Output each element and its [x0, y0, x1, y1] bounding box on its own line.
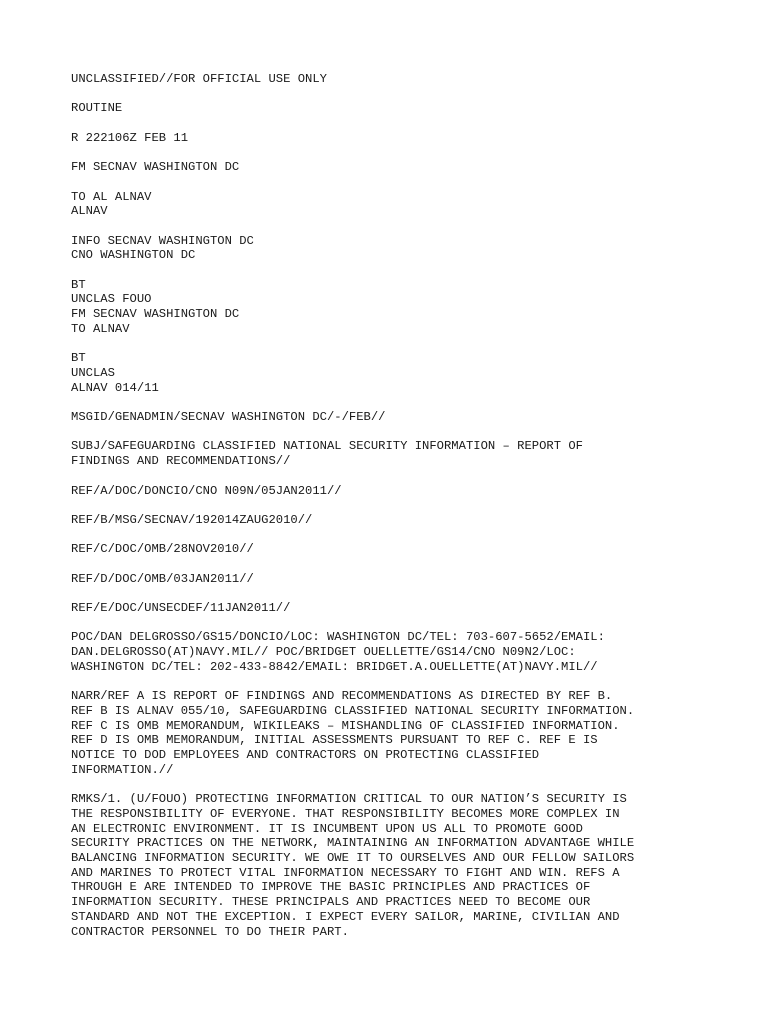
- message-line: POC/DAN DELGROSSO/GS15/DONCIO/LOC: WASHINGTON DC/TEL: 703-607-5652/EMAIL:: [71, 630, 605, 645]
- message-paragraph: [71, 542, 731, 557]
- message-line: INFORMATION SECURITY. THESE PRINCIPALS AND PRACTICES NEED TO BECOME OUR: [71, 895, 591, 910]
- message-line: BALANCING INFORMATION SECURITY. WE OWE IT TO OURSELVES AND OUR FELLOW SAILORS: [71, 851, 635, 865]
- message-line: FINDINGS AND RECOMMENDATIONS//: [71, 454, 291, 469]
- message-paragraph: [71, 601, 731, 616]
- message-line: THE RESPONSIBILITY OF EVERYONE. THAT RESPONSIBILITY BECOMES MORE COMPLEX IN: [71, 806, 620, 821]
- message-paragraph: [71, 234, 731, 263]
- message-line: UNCLASSIFIED//FOR OFFICIAL USE ONLY: [71, 72, 327, 86]
- message-line: DAN.DELGROSSO(AT)NAVY.MIL// POC/BRIDGET OUELLETTE/GS14/CNO N09N2/LOC:: [71, 645, 576, 660]
- message-paragraph: [71, 160, 731, 175]
- message-paragraph: [71, 513, 731, 528]
- message-line: UNCLAS FOUO: [71, 292, 152, 307]
- message-line: BT: [71, 277, 86, 292]
- message-paragraph: [71, 410, 731, 425]
- message-line: CONTRACTOR PERSONNEL TO DO THEIR PART.: [71, 924, 349, 939]
- message-paragraph: [71, 101, 731, 116]
- message-line: WASHINGTON DC/TEL: 202-433-8842/EMAIL: BRIDGET.A.OUELLETTE(AT)NAVY.MIL//: [71, 659, 598, 674]
- message-line: THROUGH E ARE INTENDED TO IMPROVE THE BASIC PRINCIPLES AND PRACTICES OF: [71, 880, 591, 895]
- message-line: ALNAV 014/11: [71, 380, 159, 395]
- message-paragraph: [71, 792, 731, 939]
- message-paragraph: [71, 439, 731, 468]
- message-line: MSGID/GENADMIN/SECNAV WASHINGTON DC/-/FEB//: [71, 410, 386, 425]
- message-paragraph: [71, 484, 731, 499]
- message-line: SUBJ/SAFEGUARDING CLASSIFIED NATIONAL SECURITY INFORMATION – REPORT OF: [71, 439, 583, 454]
- message-paragraph: [71, 190, 731, 219]
- message-line: STANDARD AND NOT THE EXCEPTION. I EXPECT EVERY SAILOR, MARINE, CIVILIAN AND: [71, 909, 620, 924]
- message-line: BT: [71, 351, 86, 366]
- message-line: TO AL ALNAV: [71, 189, 152, 204]
- message-line: REF/B/MSG/SECNAV/192014ZAUG2010//: [71, 512, 313, 527]
- message-line: INFO SECNAV WASHINGTON DC: [71, 233, 254, 248]
- message-line: REF/C/DOC/OMB/28NOV2010//: [71, 542, 254, 557]
- message-line: TO ALNAV: [71, 321, 130, 336]
- message-line: AND MARINES TO PROTECT VITAL INFORMATION NECESSARY TO FIGHT AND WIN. REFS A: [71, 865, 620, 880]
- message-paragraph: [71, 72, 731, 87]
- message-line: ALNAV: [71, 204, 108, 219]
- message-line: CNO WASHINGTON DC: [71, 248, 196, 263]
- message-line: REF B IS ALNAV 055/10, SAFEGUARDING CLASSIFIED NATIONAL SECURITY INFORMATION.: [71, 703, 635, 718]
- message-line: REF/E/DOC/UNSECDEF/11JAN2011//: [71, 601, 291, 616]
- message-line: FM SECNAV WASHINGTON DC: [71, 160, 240, 175]
- message-paragraph: [71, 131, 731, 146]
- message-line: ROUTINE: [71, 101, 123, 116]
- message-paragraph: [71, 572, 731, 587]
- message-line: SECURITY PRACTICES ON THE NETWORK, MAINTAINING AN INFORMATION ADVANTAGE WHILE: [71, 836, 635, 851]
- message-line: FM SECNAV WASHINGTON DC: [71, 307, 240, 322]
- message-paragraph: [71, 351, 731, 395]
- message-line: REF D IS OMB MEMORANDUM, INITIAL ASSESSMENTS PURSUANT TO REF C. REF E IS: [71, 733, 598, 748]
- message-line: RMKS/1. (U/FOUO) PROTECTING INFORMATION CRITICAL TO OUR NATION’S SECURITY IS: [71, 792, 627, 807]
- message-line: NOTICE TO DOD EMPLOYEES AND CONTRACTORS ON PROTECTING CLASSIFIED: [71, 748, 540, 763]
- message-document: [71, 72, 731, 954]
- message-line: NARR/REF A IS REPORT OF FINDINGS AND RECOMMENDATIONS AS DIRECTED BY REF B.: [71, 689, 613, 704]
- message-line: UNCLAS: [71, 365, 115, 380]
- message-line: INFORMATION.//: [71, 762, 174, 777]
- message-paragraph: [71, 630, 731, 674]
- message-line: REF/A/DOC/DONCIO/CNO N09N/05JAN2011//: [71, 483, 342, 498]
- message-line: AN ELECTRONIC ENVIRONMENT. IT IS INCUMBENT UPON US ALL TO PROMOTE GOOD: [71, 821, 583, 836]
- message-paragraph: [71, 278, 731, 337]
- message-line: R 222106Z FEB 11: [71, 130, 189, 145]
- message-line: REF C IS OMB MEMORANDUM, WIKILEAKS – MISHANDLING OF CLASSIFIED INFORMATION.: [71, 718, 620, 733]
- message-line: REF/D/DOC/OMB/03JAN2011//: [71, 571, 254, 586]
- message-paragraph: [71, 689, 731, 777]
